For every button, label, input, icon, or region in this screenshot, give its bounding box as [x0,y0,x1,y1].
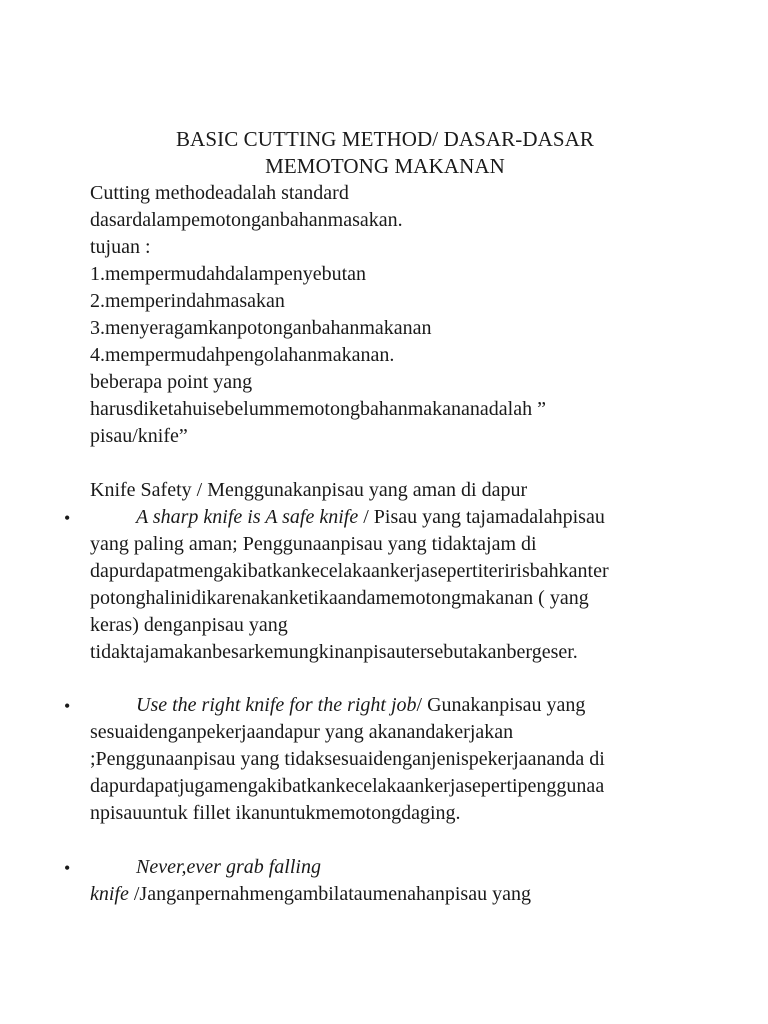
bullet-marker-2: • [64,696,71,716]
bullet-marker-1: • [64,508,71,528]
title-line-2: MEMOTONG MAKANAN [265,154,505,178]
purpose-item-3: 3.menyeragamkanpotonganbahanmakanan [90,317,432,339]
bullet-1-line: keras) denganpisau yang [90,614,288,636]
purpose-item-2: 2.memperindahmasakan [90,290,285,312]
safety-heading: Knife Safety / Menggunakanpisau yang aman di dapur [90,479,528,501]
bullet-1-line: potonghalinidikarenakanketikaandamemotongmakanan ( yang [90,587,589,609]
bullet-2-line: dapurdapatjugamengakibatkankecelakaankerjasepertipenggunaa [90,775,605,797]
bullet-3-last-rest: /Janganpernahmengambilataumenahanpisau yang [128,883,531,905]
bullet-3-line [90,881,531,908]
purpose-item-1: 1.mempermudahdalampenyebutan [90,263,367,285]
purpose-item-4: 4.mempermudahpengolahanmakanan. [90,344,395,366]
bullet-1-line: tidaktajamakanbesarkemungkinanpisautersebutakanbergeser. [90,641,578,663]
bullet-3-first-line [90,854,321,881]
intro-line-1: Cutting methodeadalah standard [90,182,349,204]
note-line-2: harusdiketahuisebelummemotongbahanmakananadalah ” [90,398,546,420]
bullet-marker-3: • [64,858,71,878]
bullet-1-first-line [90,504,605,531]
note-line-3: pisau/knife” [90,425,188,447]
document-title [90,126,680,180]
bullet-2-rest: / Gunakanpisau yang [416,694,586,716]
intro-line-2: dasardalampemotonganbahanmasakan. [90,209,403,231]
bullet-1-line: dapurdapatmengakibatkankecelakaankerjasepertiteririsbahkanter [90,560,609,582]
bullet-2-line: sesuaidenganpekerjaandapur yang akanandakerjakan [90,721,514,743]
bullet-2-italic: Use the right knife for the right job [136,694,417,716]
bullet-2-line: npisauuntuk fillet ikanuntukmemotongdaging. [90,802,461,824]
title-line-1: BASIC CUTTING METHOD/ DASAR-DASAR [175,127,595,151]
bullet-2-line: ;Penggunaanpisau yang tidaksesuaidenganjenispekerjaananda di [90,748,605,770]
bullet-1-italic: A sharp knife is A safe knife [136,506,359,528]
bullet-3-italic: Never,ever grab falling [136,856,321,878]
note-line-1: beberapa point yang [90,371,253,393]
purpose-label: tujuan : [90,236,151,258]
bullet-1-line: yang paling aman; Penggunaanpisau yang tidaktajam di [90,533,537,555]
bullet-1-rest: / Pisau yang tajamadalahpisau [358,506,605,528]
bullet-2-first-line [90,692,585,719]
bullet-3-italic-word: knife [90,883,129,905]
